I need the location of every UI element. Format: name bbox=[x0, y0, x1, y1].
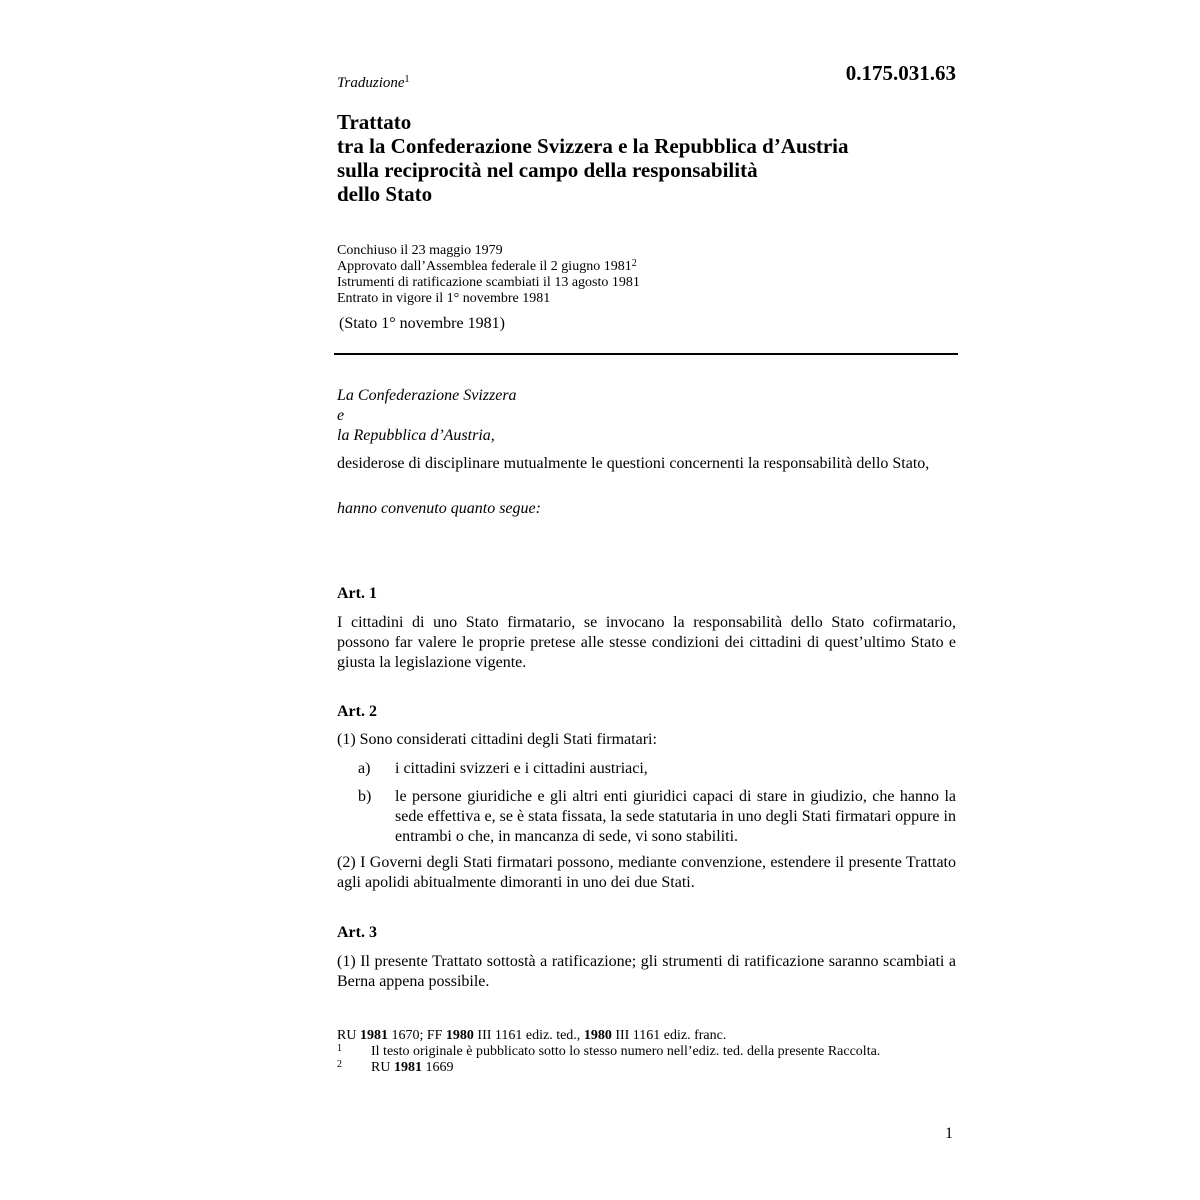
treaty-meta bbox=[337, 243, 640, 307]
footnote-2-prefix: RU bbox=[371, 1060, 394, 1075]
header-divider bbox=[334, 353, 958, 355]
footnote-ref-1: 1 bbox=[404, 74, 410, 85]
footnote-2-number: 2 bbox=[337, 1059, 342, 1070]
meta-ratification: Istrumenti di ratificazione scambiati il 13 agosto 1981 bbox=[337, 275, 640, 290]
ref-ru-year: 1981 bbox=[359, 1028, 388, 1043]
publication-reference bbox=[337, 1028, 956, 1044]
title-line-2: tra la Confederazione Svizzera e la Repubblica d’Austria bbox=[337, 134, 849, 158]
conjunction: e bbox=[337, 407, 345, 424]
footnote-1-text: Il testo originale è pubblicato sotto lo stesso numero nell’ediz. ted. della presente Raccolta. bbox=[371, 1044, 881, 1059]
ref-ff-text-2: III 1161 ediz. franc. bbox=[611, 1028, 727, 1043]
meta-approved-text: Approvato dall’Assemblea federale il 2 giugno 1981 bbox=[337, 259, 632, 274]
ref-ff-year-2: 1980 bbox=[583, 1028, 612, 1043]
footnote-2 bbox=[337, 1060, 956, 1076]
footnotes bbox=[337, 1028, 956, 1076]
ref-ru-label: RU bbox=[337, 1028, 360, 1043]
footnote-1 bbox=[337, 1044, 956, 1060]
translation-label bbox=[337, 74, 410, 92]
article-3-para-1: (1) Il presente Trattato sottostà a ratificazione; gli strumenti di ratificazione saranno scambiati a Berna appena possibile. bbox=[337, 953, 956, 990]
article-2-para-2: (2) I Governi degli Stati firmatari possono, mediante convenzione, estendere il presente Trattato agli apolidi abitualmente dimoranti in uno dei due Stati. bbox=[337, 854, 956, 891]
meta-approved bbox=[337, 259, 640, 275]
article-1-heading: Art. 1 bbox=[337, 585, 377, 602]
treaty-title bbox=[337, 110, 849, 206]
title-line-3: sulla reciprocità nel campo della responsabilità bbox=[337, 158, 758, 182]
ref-ff-year-1: 1980 bbox=[445, 1028, 474, 1043]
footnote-2-text bbox=[371, 1060, 956, 1076]
preamble-parties bbox=[337, 386, 517, 446]
article-2-heading: Art. 2 bbox=[337, 703, 377, 720]
footnote-1-number: 1 bbox=[337, 1043, 342, 1054]
item-a-mark: a) bbox=[358, 760, 371, 777]
footnote-2-year: 1981 bbox=[393, 1060, 422, 1075]
preamble-intent: desiderose di disciplinare mutualmente le questioni concernenti la responsabilità dello Stato, bbox=[337, 455, 930, 472]
title-line-1: Trattato bbox=[337, 110, 412, 134]
meta-in-force: Entrato in vigore il 1° novembre 1981 bbox=[337, 291, 551, 306]
party-1: La Confederazione Svizzera bbox=[337, 387, 517, 404]
item-a-text: i cittadini svizzeri e i cittadini austriaci, bbox=[395, 760, 648, 777]
meta-concluded: Conchiuso il 23 maggio 1979 bbox=[337, 243, 503, 258]
footnote-ref-2: 2 bbox=[631, 258, 637, 269]
item-b-text: le persone giuridiche e gli altri enti giuridici capaci di stare in giudizio, che hanno la sede effettiva e, se è stata fissata, la sede statutaria in uno degli Stati firmatari oppure in entrambi o che, in mancanza di sede, vi sono stabiliti. bbox=[395, 788, 956, 845]
article-1-text: I cittadini di uno Stato firmatario, se invocano la responsabilità dello Stato cofirmatario, possono far valere le proprie pretese alle stesse condizioni dei cittadini di quest’ultimo Stato e giusta la legislazione vigente. bbox=[337, 614, 956, 671]
sr-number: 0.175.031.63 bbox=[845, 61, 956, 85]
title-line-4: dello Stato bbox=[337, 182, 433, 206]
ref-ru-page: 1670; FF bbox=[387, 1028, 446, 1043]
article-2-para-1: (1) Sono considerati cittadini degli Stati firmatari: bbox=[337, 731, 657, 748]
ref-ff-text-1: III 1161 ediz. ted., bbox=[473, 1028, 584, 1043]
article-2-item-a bbox=[337, 759, 956, 779]
page-number: 1 bbox=[945, 1125, 953, 1142]
translation-label-text: Traduzione bbox=[337, 75, 405, 91]
article-2-item-b bbox=[337, 787, 956, 847]
item-b-mark: b) bbox=[358, 788, 372, 805]
status-date: (Stato 1° novembre 1981) bbox=[339, 315, 505, 332]
preamble-agreed: hanno convenuto quanto segue: bbox=[337, 500, 541, 517]
footnote-2-page: 1669 bbox=[421, 1060, 454, 1075]
article-3-heading: Art. 3 bbox=[337, 924, 377, 941]
party-2: la Repubblica d’Austria, bbox=[337, 427, 495, 444]
